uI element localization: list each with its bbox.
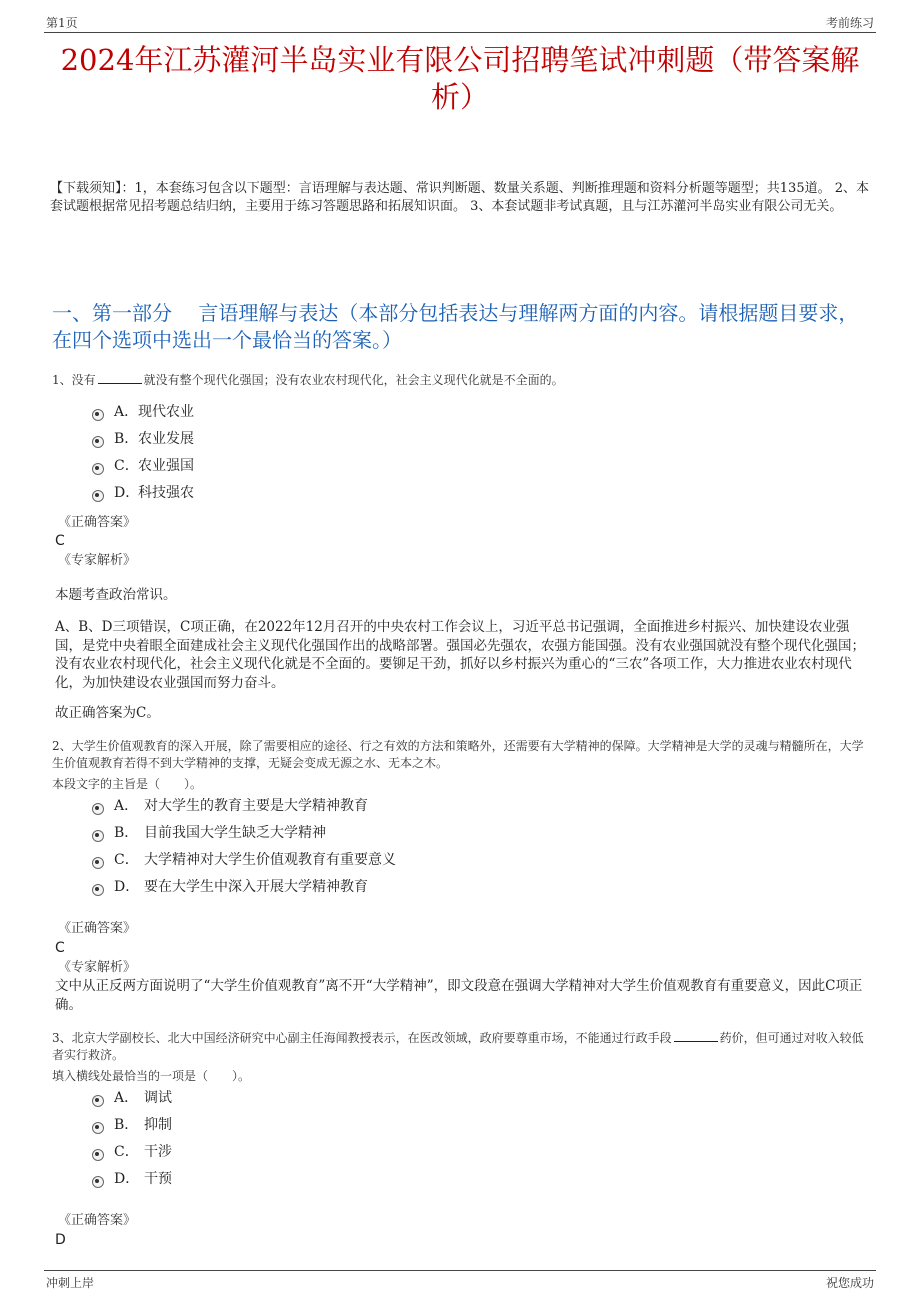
question-2-option-b[interactable]: B． 目前我国大学生缺乏大学精神 bbox=[92, 823, 792, 850]
question-1-option-a[interactable]: A． 现代农业 bbox=[92, 402, 792, 429]
radio-button-icon[interactable] bbox=[92, 803, 104, 815]
question-2-option-d[interactable]: D． 要在大学生中深入开展大学精神教育 bbox=[92, 877, 792, 904]
radio-button-icon[interactable] bbox=[92, 436, 104, 448]
question-3-answer: D bbox=[55, 1232, 66, 1248]
page-number: 第1页 bbox=[46, 16, 78, 30]
question-2-analysis: 文中从正反两方面说明了“大学生价值观教育”离不开“大学精神”，即文段意在强调大学精神对大学生价值观教育有重要意义，因此C项正确。 bbox=[55, 978, 863, 1013]
radio-button-icon[interactable] bbox=[92, 884, 104, 896]
question-2-options bbox=[92, 796, 792, 904]
question-1-stem bbox=[52, 372, 868, 389]
question-2-prompt: 本段文字的主旨是（ ）。 bbox=[52, 777, 203, 791]
radio-button-icon[interactable] bbox=[92, 490, 104, 502]
radio-button-icon[interactable] bbox=[92, 463, 104, 475]
question-1-options bbox=[92, 402, 792, 510]
question-1-blank bbox=[98, 372, 142, 384]
question-2-answer: C bbox=[55, 940, 65, 956]
question-3-stem-post: 药价，但可通过对收入较低者实行救济。 bbox=[52, 1031, 864, 1062]
question-1-option-d[interactable]: D． 科技强农 bbox=[92, 483, 792, 510]
question-3-blank bbox=[674, 1030, 718, 1042]
question-3-option-a[interactable]: A． 调试 bbox=[92, 1088, 792, 1115]
question-2-analysis-label: 《专家解析》 bbox=[58, 960, 137, 975]
question-3-stem bbox=[52, 1030, 868, 1064]
question-2-answer-label: 《正确答案》 bbox=[58, 921, 137, 936]
question-3-stem-pre: 3、北京大学副校长、北大中国经济研究中心副主任海闻教授表示，在医改领域，政府要尊重市场，不能通过行政手段 bbox=[52, 1031, 672, 1045]
question-1-stem-post: 就没有整个现代化强国；没有农业农村现代化，社会主义现代化就是不全面的。 bbox=[143, 373, 564, 387]
question-3-option-d[interactable]: D． 干预 bbox=[92, 1169, 792, 1196]
radio-button-icon[interactable] bbox=[92, 857, 104, 869]
header-label: 考前练习 bbox=[825, 16, 874, 30]
question-1-analysis-intro: 本题考查政治常识。 bbox=[55, 587, 177, 603]
question-1-answer: C bbox=[55, 533, 65, 549]
question-2-option-a[interactable]: A． 对大学生的教育主要是大学精神教育 bbox=[92, 796, 792, 823]
question-3-answer-label: 《正确答案》 bbox=[58, 1213, 137, 1228]
question-1-analysis-label: 《专家解析》 bbox=[58, 553, 137, 568]
question-1-analysis-conclusion: 故正确答案为C。 bbox=[55, 705, 160, 721]
question-1-option-c[interactable]: C． 农业强国 bbox=[92, 456, 792, 483]
question-1-stem-pre: 1、没有 bbox=[52, 373, 96, 387]
radio-button-icon[interactable] bbox=[92, 1149, 104, 1161]
footer-left-text: 冲刺上岸 bbox=[46, 1276, 95, 1290]
radio-button-icon[interactable] bbox=[92, 830, 104, 842]
page-footer bbox=[44, 1270, 876, 1293]
footer-right-text: 祝您成功 bbox=[825, 1276, 874, 1290]
document-title: 2024年江苏灌河半岛实业有限公司招聘笔试冲刺题（带答案解析） bbox=[60, 43, 860, 114]
question-1-answer-label: 《正确答案》 bbox=[58, 515, 137, 530]
page-header bbox=[44, 12, 876, 33]
question-2-option-c[interactable]: C． 大学精神对大学生价值观教育有重要意义 bbox=[92, 850, 792, 877]
question-3-options bbox=[92, 1088, 792, 1196]
question-3-option-b[interactable]: B． 抑制 bbox=[92, 1115, 792, 1142]
question-2-stem: 2、大学生价值观教育的深入开展，除了需要相应的途径、行之有效的方法和策略外，还需要有大学精神的保障。大学精神是大学的灵魂与精髓所在，大学生价值观教育若得不到大学精神的支撑，无疑会变成无源之水、无本之木。 bbox=[52, 739, 864, 770]
question-3-prompt: 填入横线处最恰当的一项是（ ）。 bbox=[52, 1069, 251, 1083]
download-notice: 【下载须知】：1，本套练习包含以下题型：言语理解与表达题、常识判断题、数量关系题、判断推理题和资料分析题等题型；共135道。 2、本套试题根据常见招考题总结归纳，主要用于练习答题思路和拓展知识面。 3、本套试题非考试真题，且与江苏灌河半岛实业有限公司无关。 bbox=[50, 181, 869, 214]
question-1-option-b[interactable]: B． 农业发展 bbox=[92, 429, 792, 456]
radio-button-icon[interactable] bbox=[92, 1095, 104, 1107]
radio-button-icon[interactable] bbox=[92, 1176, 104, 1188]
section-title: 一、第一部分 言语理解与表达（本部分包括表达与理解两方面的内容。请根据题目要求，在四个选项中选出一个最恰当的答案。） bbox=[52, 301, 859, 352]
question-1-analysis-body: A、B、D三项错误，C项正确，在2022年12月召开的中央农村工作会议上，习近平总书记强调，全面推进乡村振兴、加快建设农业强国，是党中央着眼全面建成社会主义现代化强国作出的战略部署。强国必先强农，农强方能国强。没有农业强国就没有整个现代化强国；没有农业农村现代化，社会主义现代化就是不全面的。要铆足干劲，抓好以乡村振兴为重心的“三农”各项工作，大力推进农业农村现代化，为加快建设农业强国而努力奋斗。 bbox=[55, 619, 865, 691]
radio-button-icon[interactable] bbox=[92, 409, 104, 421]
radio-button-icon[interactable] bbox=[92, 1122, 104, 1134]
question-3-option-c[interactable]: C． 干涉 bbox=[92, 1142, 792, 1169]
